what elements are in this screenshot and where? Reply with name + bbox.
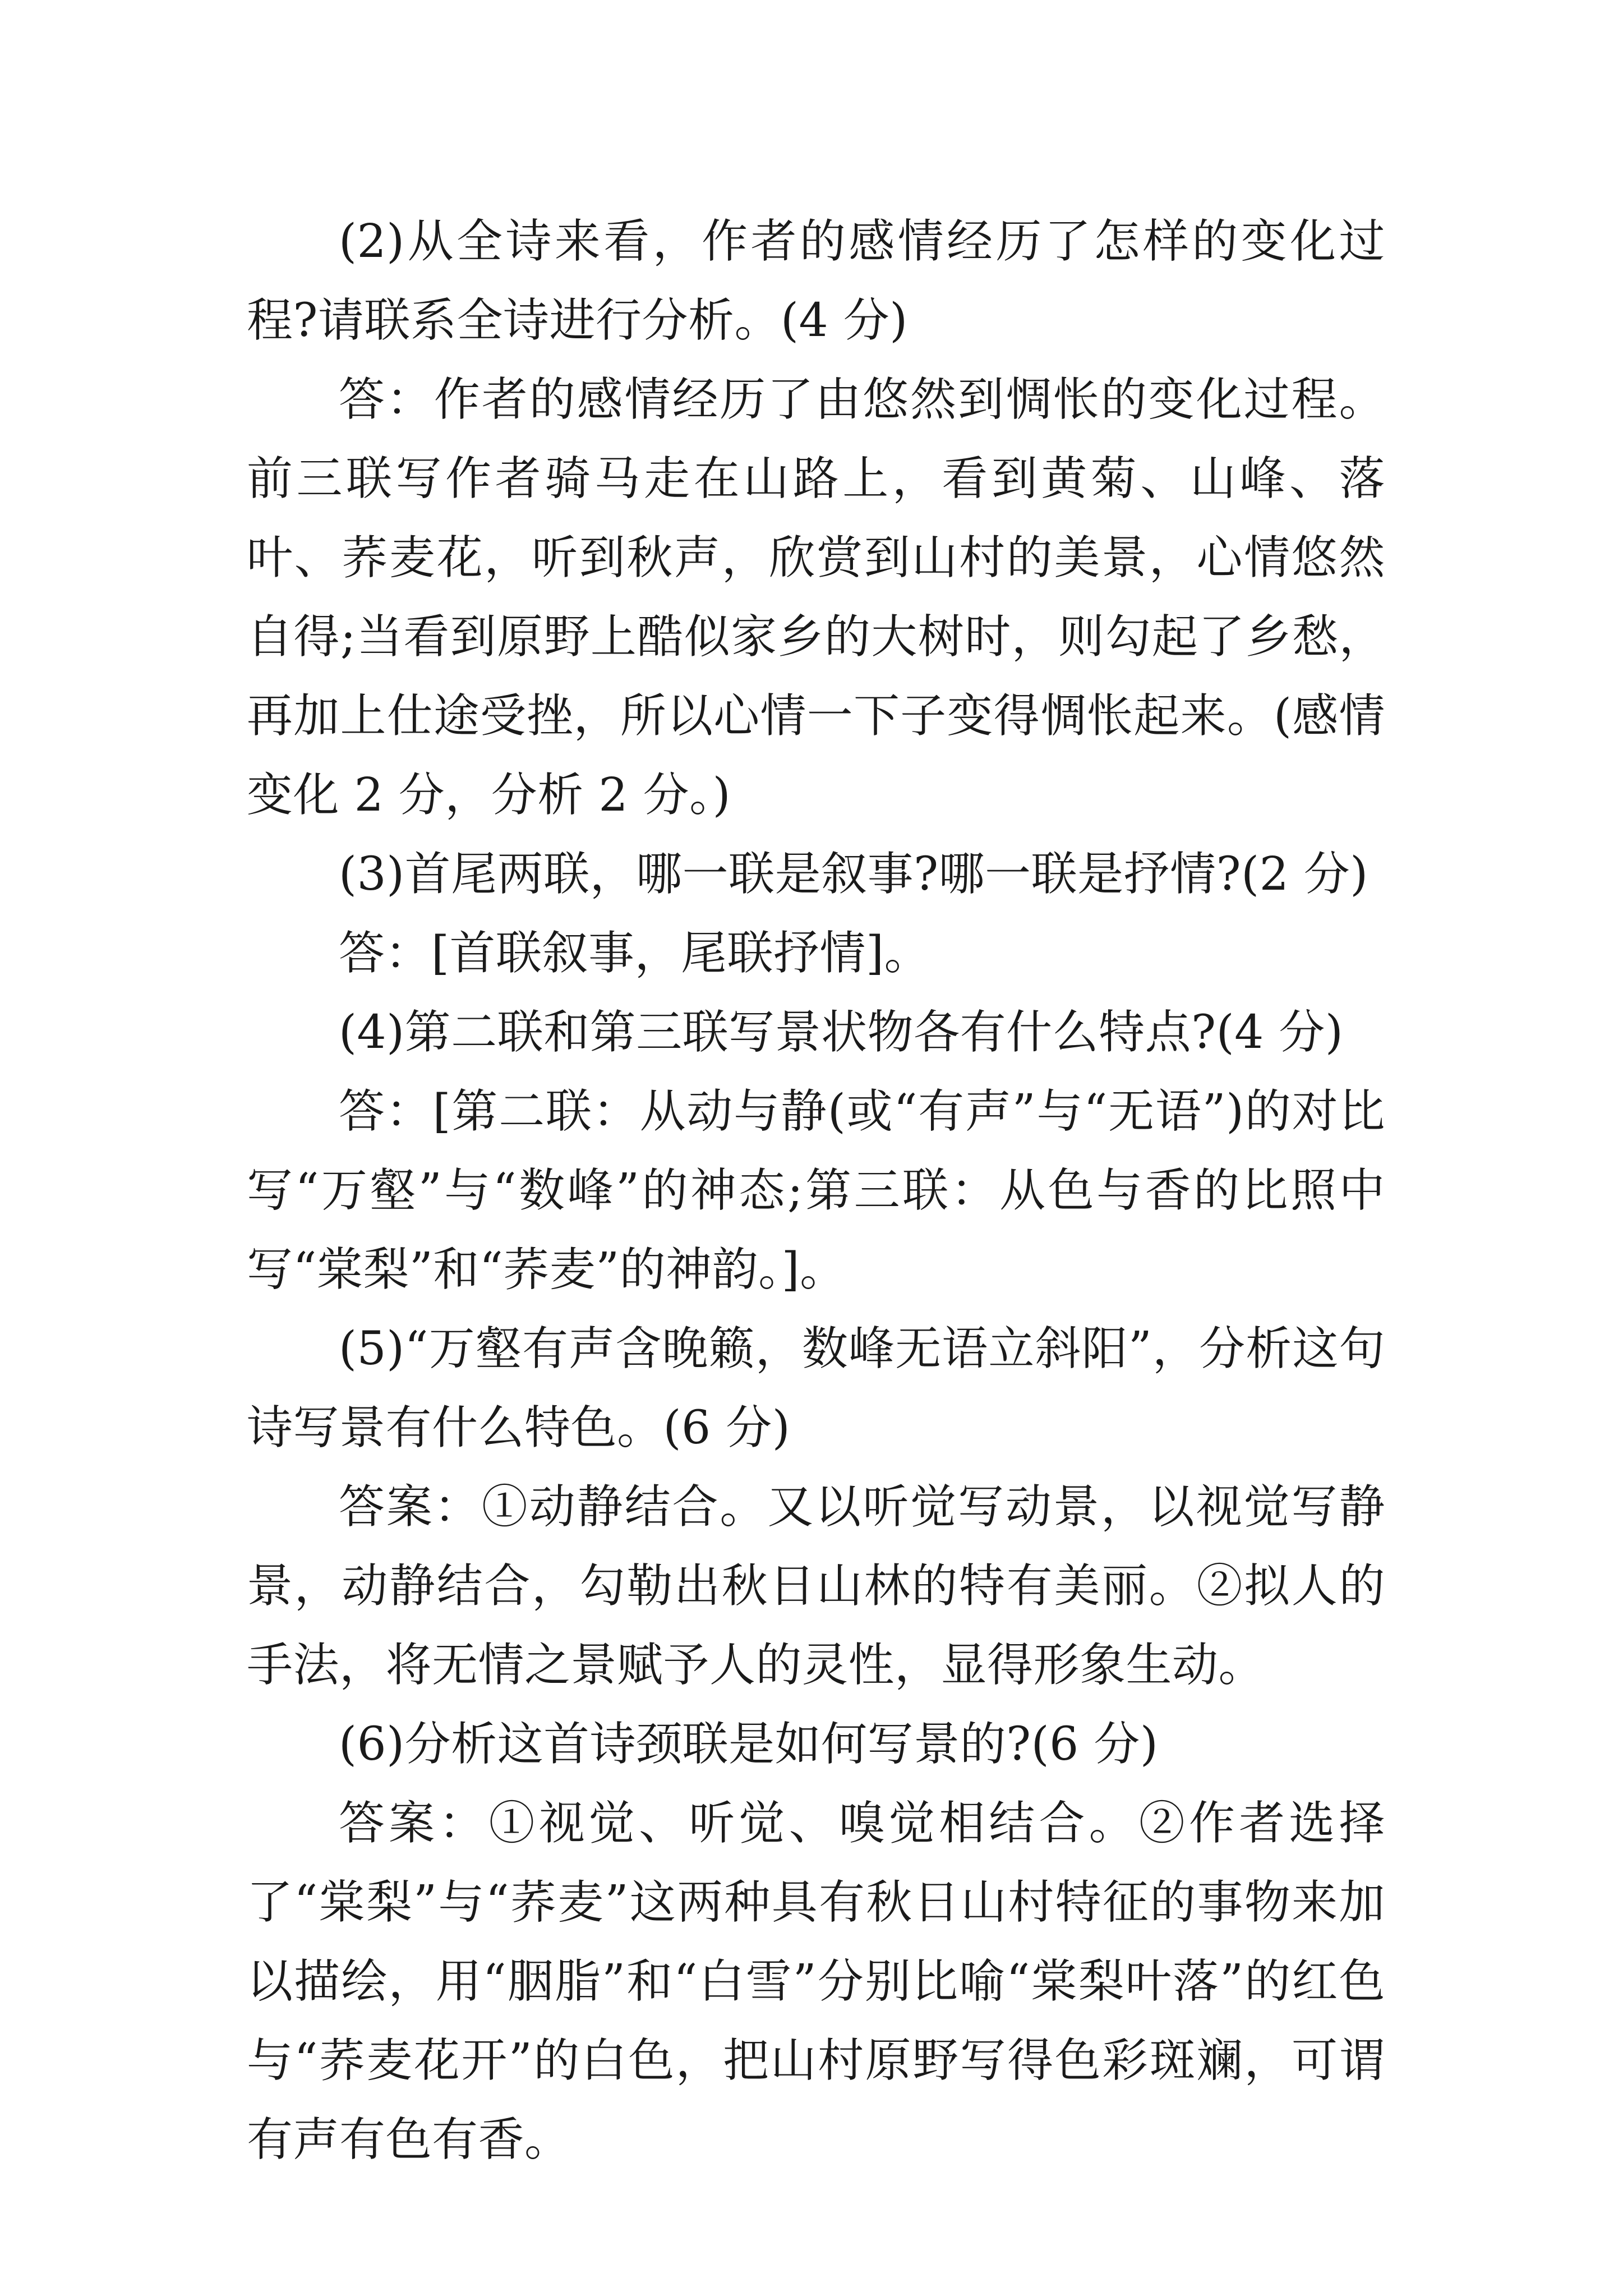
answer-6: 答案：①视觉、听觉、嗅觉相结合。②作者选择了“棠梨”与“荞麦”这两种具有秋日山村特征的事物来加以描绘，用“胭脂”和“白雪”分别比喻“棠梨叶落”的红色与“荞麦花开”的白色，把山村原野写得色彩斑斓，可谓有声有色有香。 [247, 1797, 1385, 2166]
question-4: (4)第二联和第三联写景状物各有什么特点?(4 分) [339, 1006, 1344, 1059]
question-6: (6)分析这首诗颈联是如何写景的?(6 分) [339, 1718, 1159, 1771]
answer-3: 答：[首联叙事，尾联抒情]。 [339, 927, 930, 980]
question-5: (5)“万壑有声含晚籁，数峰无语立斜阳”，分析这句诗写景有什么特色。(6 分) [247, 1322, 1385, 1455]
question-3: (3)首尾两联，哪一联是叙事?哪一联是抒情?(2 分) [339, 848, 1368, 901]
answer-2: 答：作者的感情经历了由悠然到惆怅的变化过程。前三联写作者骑马走在山路上，看到黄菊、山峰、落叶、荞麦花，听到秋声，欣赏到山村的美景，心情悠然自得;当看到原野上酷似家乡的大树时，则勾起了乡愁，再加上仕途受挫，所以心情一下子变得惆怅起来。(感情变化 2 分，分析 2 分。) [247, 373, 1385, 822]
answer-4: 答：[第二联：从动与静(或“有声”与“无语”)的对比写“万壑”与“数峰”的神态;第三联：从色与香的比照中写“棠梨”和“荞麦”的神韵。]。 [247, 1085, 1385, 1296]
answer-5: 答案：①动静结合。又以听觉写动景，以视觉写静景，动静结合，勾勒出秋日山林的特有美丽。②拟人的手法，将无情之景赋予人的灵性，显得形象生动。 [247, 1480, 1385, 1692]
document-body [247, 202, 1385, 2179]
question-2: (2)从全诗来看，作者的感情经历了怎样的变化过程?请联系全诗进行分析。(4 分) [247, 215, 1385, 347]
